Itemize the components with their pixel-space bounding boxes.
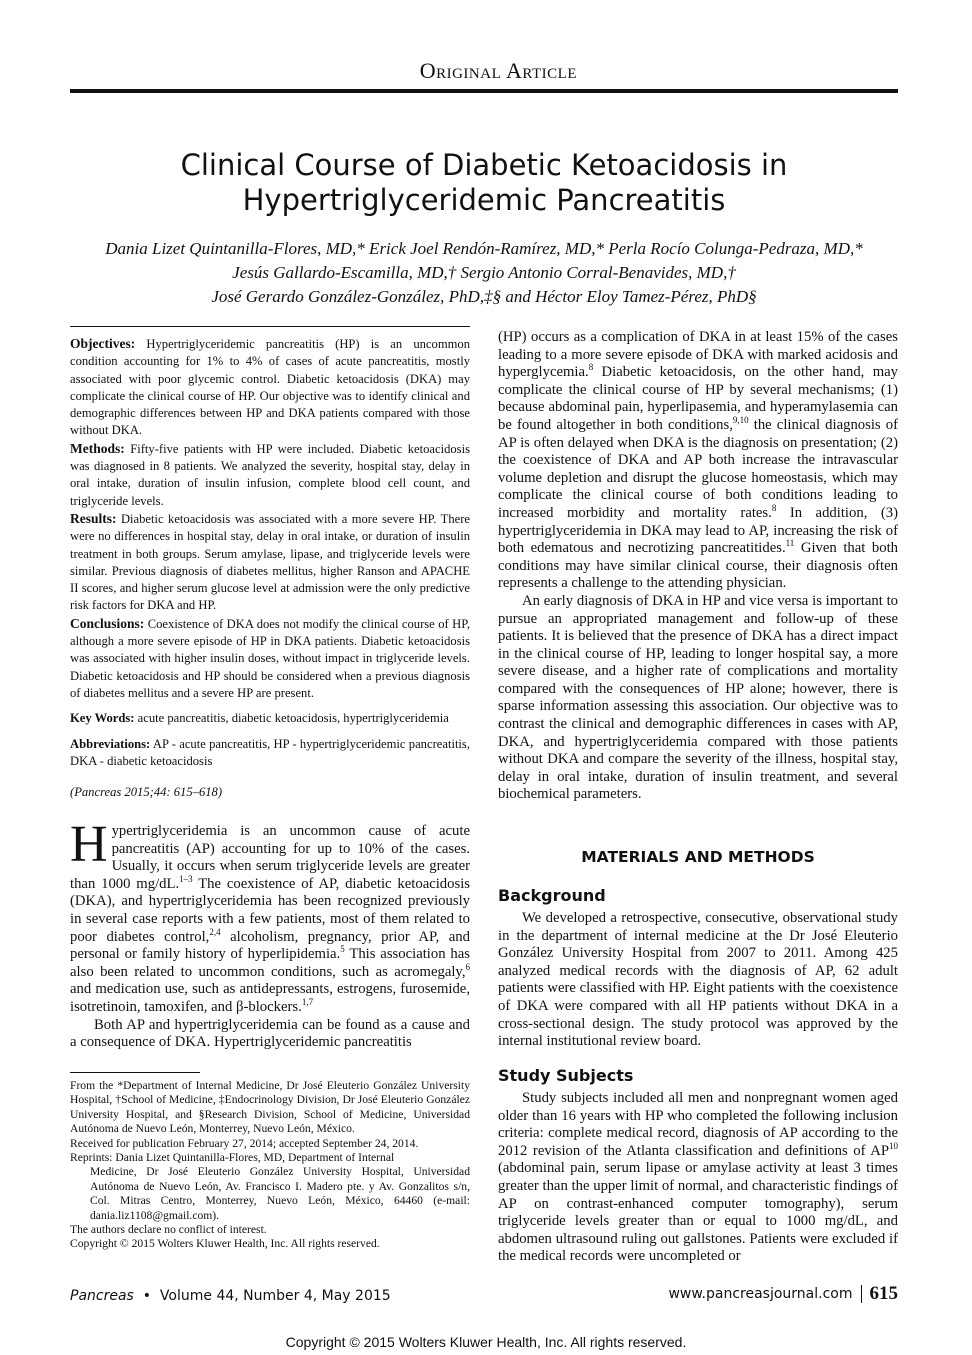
title-line: Clinical Course of Diabetic Ketoacidosis in [180, 148, 788, 182]
keywords-text: acute pancreatitis, diabetic ketoacidosis, hypertriglyceridemia [137, 711, 449, 726]
objectives-text: Hypertriglyceridemic pancreatitis (HP) is an uncommon condition accounting for 1% to 4% of cases of acute pancreatitis, mostly associated with poor glycemic control. Diabetic ketoacidosis (DKA) may complicate the clinical course of HP. Our objective was to identify clinical and demographic differences between HP and DKA patients compared with those without DKA. [70, 337, 471, 438]
text-run: ypertriglyceridemia is an uncommon cause of acute pancreatitis (AP) accounting for up to 10% of the cases. Usually, it occurs when serum triglyceride levels are greater than 1000 mg/dL. [70, 823, 470, 892]
keywords-label: Key Words: [70, 711, 135, 726]
conclusions-label: Conclusions: [70, 615, 145, 631]
abbreviations-text: AP - acute pancreatitis, HP - hypertriglyceridemic pancreatitis, DKA - diabetic ketoacidosis [70, 736, 470, 768]
citation-ref: 1,7 [301, 997, 314, 1008]
intro-paragraph-2: Both AP and hypertriglyceridemia can be found as a cause and a consequence of DKA. Hypertriglyceridemic pancreatitis [70, 1016, 470, 1051]
drop-cap: H [70, 816, 108, 873]
title-line: Hypertriglyceridemic Pancreatitis [242, 183, 726, 217]
citation-ref: 8 [588, 362, 594, 373]
text-run: (HP) occurs as a complication of DKA in at least 15% of the cases leading to a more severe episode of DKA with marked acidosis and hyperglycemia. [498, 329, 898, 381]
abstract-rule [70, 326, 470, 327]
section-label: Original Article [419, 58, 577, 83]
author-list [60, 237, 908, 309]
text-run: and medication use, such as antidepressants, estrogens, furosemide, isotretinoin, tamoxifen, and β-blockers. [70, 981, 470, 1015]
received-dates: Received for publication February 27, 2014; accepted September 24, 2014. [70, 1136, 419, 1150]
citation-ref: 9,10 [732, 415, 749, 426]
materials-methods-heading: MATERIALS AND METHODS [581, 848, 815, 866]
citation: (Pancreas 2015;44: 615–618) [70, 785, 223, 800]
author-line: Jesús Gallardo-Escamilla, MD,† Sergio Antonio Corral-Benavides, MD,† [232, 263, 736, 282]
keywords [70, 710, 470, 727]
text-run: Given that both conditions may have similar clinical course, their diagnosis often represents a challenge to the attending physician. [498, 540, 899, 592]
citation-ref: 11 [785, 538, 795, 549]
introduction [70, 816, 471, 1052]
journal-issue: Volume 44, Number 4, May 2015 [159, 1288, 391, 1304]
methods-label: Methods: [70, 440, 125, 456]
abstract-methods [70, 440, 470, 510]
study-subjects-heading: Study Subjects [498, 1066, 634, 1085]
abstract-results [70, 510, 470, 615]
citation-ref: 8 [771, 503, 777, 514]
abbreviations [70, 736, 470, 771]
study-subjects-section [498, 1090, 898, 1266]
right-paragraph-1 [498, 329, 898, 593]
subjects-paragraph [498, 1090, 898, 1266]
background-section [498, 910, 898, 1051]
text-run: Study subjects included all men and nonpregnant women aged older than 16 years with HP who completed the following inclusion criteria: complete medical record, diagnosis of AP according to the 2012 revision of the Atlanta classification and definitions of AP [498, 1090, 898, 1159]
citation-ref: 5 [340, 944, 345, 955]
affiliations: From the *Department of Internal Medicine, Dr José Eleuterio González University Hospital, †School of Medicine, ‡Endocrinology Division, Dr José Eleuterio González University Hospital, and §Research Division, School of Medicine, Universidad Autónoma de Nuevo León, Monterrey, Nuevo León, México. [70, 1079, 470, 1136]
author-line: José Gerardo González-González, PhD,‡§ and Héctor Eloy Tamez-Pérez, PhD§ [211, 287, 757, 306]
text-run: (abdominal pain, serum lipase or amylase activity at least 3 times greater than the upper limit of normal, and characteristic findings of AP on contrast-enhanced computer tomography), serum triglyceride levels greater than or equal to 1000 mg/dL, and abdomen ultrasound ruling out gallstones. Patients were excluded if the medical records were uncompleted or [498, 1160, 898, 1265]
article-title [70, 148, 898, 218]
intro-paragraph-1 [70, 816, 471, 1017]
citation-ref: 6 [465, 961, 470, 972]
text-run: This association has also been related to uncommon conditions, such as acromegaly, [70, 946, 471, 980]
citation-ref: 2,4 [209, 926, 221, 937]
citation-ref: 10 [889, 1140, 898, 1151]
results-text: Diabetic ketoacidosis was associated with a more severe HP. There were no differences in hospital stay, delay in oral intake, or duration of insulin treatment in both groups. Serum amylase, lipase, and triglyceride levels were similar. Previous diagnosis of diabetes mellitus, higher Ranson and APACHE II scores, and higher serum glucose level at admission were the only predictive risk factors for DKA and HP. [70, 511, 471, 613]
abstract-conclusions [70, 615, 470, 702]
abstract [70, 335, 470, 801]
page-number: 615 [861, 1285, 899, 1303]
author-line: Dania Lizet Quintanilla-Flores, MD,* Erick Joel Rendón-Ramírez, MD,* Perla Rocío Colunga-Pedraza, MD,* [105, 239, 863, 258]
right-paragraph-2: An early diagnosis of DKA in HP and vice versa is important to pursue an appropriated management and follow-up of these patients. It is believed that the presence of DKA has a direct impact in the clinical course of HP, leading to longer hospital say, a more severe disease, and a higher rate of complications and mortality compared with the consequences of HP alone; however, there is sparse information assessing this association. Our objective was to contrast the clinical and demographic differences in cases with AP, DKA, and hypertriglyceridemia compared with those patients without DKA and compare the severity of the illness, hospital stay, delay in oral intake, duration of insulin treatment, and several biochemical parameters. [498, 592, 898, 803]
citation-ref: 1–3 [179, 873, 193, 884]
right-column-text [498, 329, 898, 804]
results-label: Results: [70, 510, 117, 526]
journal-url[interactable]: www.pancreasjournal.com [668, 1286, 853, 1302]
methods-text: Fifty-five patients with HP were included. Diabetic ketoacidosis was diagnosed in 8 patients. We analyzed the severity, hospital stay, delay in oral intake, duration of insulin infusion, complete blood cell count, and triglyceride levels. [70, 441, 470, 508]
text-run: The coexistence of AP, diabetic ketoacidosis (DKA), and hypertriglyceridemia has been recognized previously in several case reports with a few patients, most of them related to poor diabetes control, [70, 875, 471, 945]
bottom-copyright: Copyright © 2015 Wolters Kluwer Health, Inc. All rights reserved. [285, 1334, 687, 1350]
abstract-objectives [70, 335, 470, 440]
text-run: alcoholism, pregnancy, prior AP, and personal or family history of hyperlipidemia. [70, 928, 470, 963]
conflict-statement: The authors declare no conflict of interest. [70, 1223, 267, 1237]
conclusions-text: Coexistence of DKA does not modify the clinical course of HP, although a more severe episode of HP in DKA patients. Diabetic ketoacidosis was associated with higher insulin doses, without impact in triglyceride levels. Diabetic ketoacidosis and HP should be considered when a previous diagnosis of diabetes mellitus and a severe HP are present. [70, 616, 471, 700]
text-run: In addition, (3) hypertriglyceridemia in DKA may lead to AP, increasing the risk of both edematous and necrotizing pancreatitides. [498, 504, 898, 557]
footer-journal [70, 1288, 391, 1304]
journal-name: Pancreas [70, 1288, 134, 1304]
header-rule [70, 89, 898, 93]
objectives-label: Objectives: [70, 336, 136, 351]
reprints-address: Medicine, Dr José Eleuterio González University Hospital, Universidad Autónoma de Nuevo León, Av. Francisco I. Madero pte. y Av. Gonzalitos s/n, Col. Mitras Centro, Monterrey, Nuevo León, México, 64460 (e-mail: dania.liz1108@gmail.com). [90, 1165, 470, 1222]
background-paragraph: We developed a retrospective, consecutive, observational study in the department of internal medicine at the Dr José Eleuterio González University Hospital from 2007 to 2011. Among 425 analyzed medical records with the diagnosis of AP, 62 adult patients were classified with HP. Eight patients with the coexistence of DKA were compared with all HP patients without DKA in a cross-sectional design. The study protocol was approved by the internal institutional review board. [498, 910, 898, 1050]
footer-bullet: • [138, 1288, 156, 1304]
footnotes [70, 1079, 470, 1252]
footnote-rule [70, 1072, 200, 1073]
abbreviations-label: Abbreviations: [70, 736, 151, 751]
footer-right [668, 1285, 898, 1303]
text-run: the clinical diagnosis of AP is often delayed when DKA is the diagnosis on presentation; (2) the coexistence of DKA and AP both increase the intravascular volume depletion and disrupt the glucose homeostasis, which may complicate the clinical course of both conditions leading to increased morbidity and mortality rates. [498, 416, 898, 521]
text-run: Diabetic ketoacidosis, on the other hand, may complicate the clinical course of HP by several mechanisms; (1) because abdominal pain, hyperlipasemia, and hyperamylasemia can be found altogether in both conditions, [498, 364, 898, 433]
copyright-note: Copyright © 2015 Wolters Kluwer Health, Inc. All rights reserved. [70, 1237, 380, 1251]
background-heading: Background [498, 886, 606, 905]
reprints: Reprints: Dania Lizet Quintanilla-Flores, MD, Department of Internal [70, 1151, 395, 1165]
